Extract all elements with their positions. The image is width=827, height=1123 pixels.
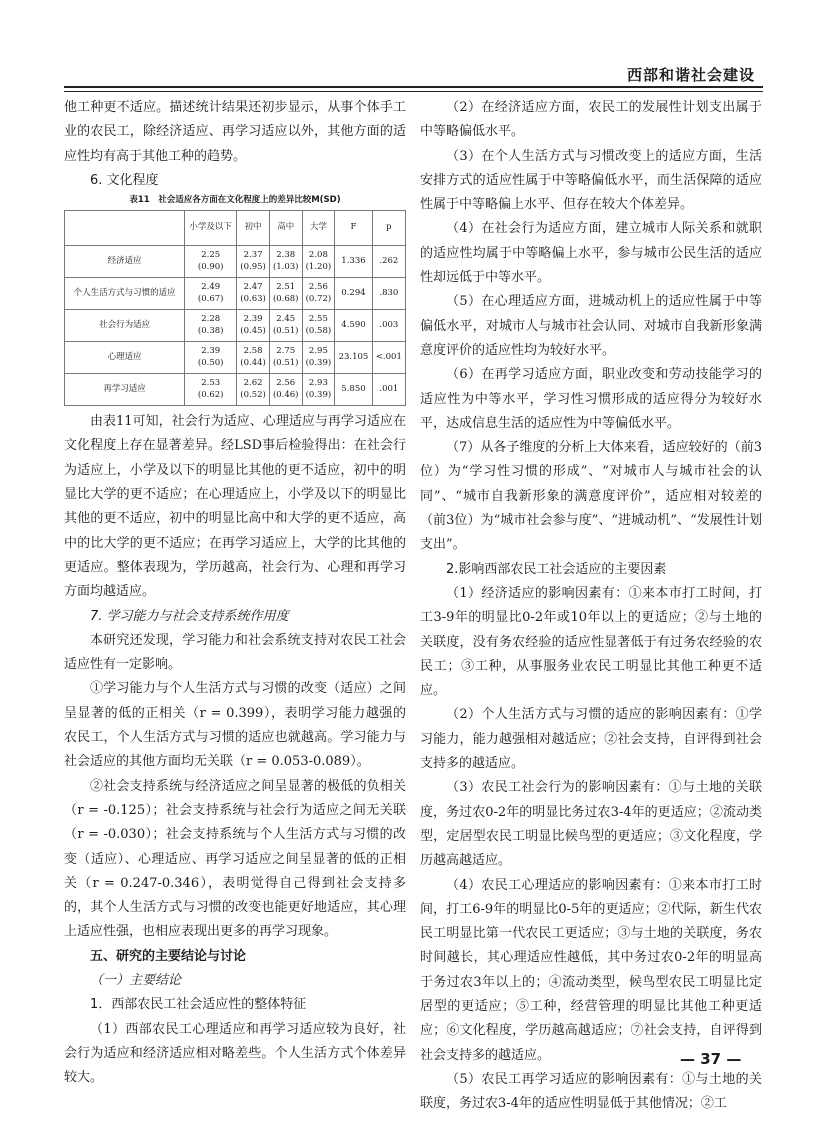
page-number: — 37 — [680, 1050, 742, 1068]
table-cell [185, 246, 237, 278]
cell-value: 2.75 [276, 346, 296, 357]
paragraph: （3）农民工社会行为的影响因素有：①与土地的关联度，务过农0-2年的明显比务过农3-4年的更适应；②流动类型，定居型农民工明显比候鸟型的更适应；③文化程度，学历越高越适应。 [420, 780, 762, 869]
table-row [65, 278, 406, 310]
paragraph: 本研究还发现，学习能力和社会系统支持对农民工社会适应性有一定影响。 [64, 632, 406, 673]
table-cell [372, 374, 405, 406]
table-cell [269, 374, 302, 406]
cell-value: 2.49 [201, 282, 221, 293]
table-cell [372, 310, 405, 342]
table-header-cell: 小学及以下 [185, 211, 237, 246]
paragraph: 他工种更不适应。描述统计结果还初步显示，从事个体手工业的农民工，除经济适应、再学习适应以外，其他方面的适应性均有高于其他工种的趋势。 [64, 100, 406, 164]
paragraph: （4）农民工心理适应的影响因素有：①来本市打工时间，打工6-9年的明显比0-5年的更适应；②代际，新生代农民工明显比第一代农民工更适应；③与土地的关联度，务农时间越长，其心理适应性越低，其中务过农0-2年的明显高于务过农3年以上的；④流动类型，候鸟型农民工明显比定居型的更适应；⑤工种，经营管理的明显比其他工种更适应；⑥文化程度，学历越高越适应；⑦社会支持，自评得到社会支持多的越适应。 [420, 877, 762, 1063]
table-header-cell: F [335, 211, 372, 246]
cell-value: (0.39) [305, 389, 332, 400]
table-cell [65, 310, 185, 342]
cell-value: 2.58 [243, 346, 263, 357]
cell-value: .830 [379, 287, 399, 298]
cell-value: 5.850 [341, 383, 366, 394]
table-cell [372, 246, 405, 278]
cell-value: 2.62 [243, 378, 263, 389]
cell-value: 0.294 [341, 287, 366, 298]
cell-value: (0.67) [197, 293, 224, 304]
paragraph: （4）在社会行为适应方面，建立城市人际关系和就职的适应性均属于中等略偏上水平，参与城市公民生活的适应性却远低于中等水平。 [420, 221, 762, 286]
table-row [65, 342, 406, 374]
table-cell [269, 278, 302, 310]
section-heading-5: 五、研究的主要结论与讨论 [90, 948, 247, 964]
table-row [65, 246, 406, 278]
table-cell [335, 246, 372, 278]
paragraph: （7）从各子维度的分析上大体来看，适应较好的（前3位）为“学习性习惯的形成”、“对城市人与城市社会的认同”、“城市自我新形象的满意度评价”，适应相对较差的（前3位）为“城市社会参与度”、“进城动机”、“发展性计划支出”。 [420, 440, 762, 553]
cell-value: (0.95) [240, 261, 266, 272]
paragraph: （5）在心理适应方面，进城动机上的适应性属于中等偏低水平，对城市人与城市社会认同、对城市自我新形象满意度评价的适应性均为较好水平。 [420, 294, 762, 358]
cell-value: 个人生活方式与习惯的适应 [73, 287, 176, 298]
cell-value: .001 [379, 383, 399, 394]
table-cell [269, 246, 302, 278]
cell-value: (0.39) [305, 357, 332, 368]
cell-value: 2.37 [243, 250, 263, 261]
section-heading-2: 2.影响西部农民工社会适应的主要因素 [446, 561, 667, 577]
data-table [64, 210, 406, 406]
paragraph: （6）在再学习适应方面，职业改变和劳动技能学习的适应性为中等水平，学习性习惯形成的适应得分为较好水平，达成信息生活的适应性为中等偏低水平。 [420, 367, 762, 431]
cell-value: 心理适应 [107, 351, 142, 362]
cell-value: (0.62) [197, 389, 224, 400]
table-caption: 表11 社会适应各方面在文化程度上的差异比较M(SD) [129, 195, 341, 206]
cell-value: 2.39 [201, 346, 221, 357]
cell-value: 2.55 [308, 314, 328, 325]
right-column [420, 96, 762, 1116]
subsubsection-heading: 1．西部农民工社会适应性的整体特征 [90, 997, 307, 1013]
cell-value: (0.45) [240, 325, 266, 336]
cell-value: (0.46) [272, 389, 299, 400]
journal-section-title: 西部和谐社会建设 [626, 66, 755, 84]
cell-value: .262 [379, 255, 399, 266]
cell-value: 2.47 [243, 282, 263, 293]
table-header-cell: 初中 [237, 211, 270, 246]
table-cell [237, 342, 270, 374]
table-cell [335, 374, 372, 406]
cell-value: 2.56 [308, 282, 328, 293]
cell-value: <.001 [375, 351, 402, 362]
cell-value: (0.63) [240, 293, 266, 304]
paragraph: ①学习能力与个人生活方式与习惯的改变（适应）之间呈显著的低的正相关（r = 0.399），表明学习能力越强的农民工，个人生活方式与习惯的适应也就越高。学习能力与社会适应的其他方面均无关联（r = 0.053-0.089）。 [64, 681, 406, 770]
cell-value: (0.72) [305, 293, 332, 304]
cell-value: (0.51) [272, 357, 299, 368]
cell-value: .003 [379, 319, 399, 330]
table-cell [372, 278, 405, 310]
paragraph: ②社会支持系统与经济适应之间呈显著的极低的负相关（r = -0.125）；社会支持系统与社会行为适应之间无关联（r = -0.030）；社会支持系统与个人生活方式与习惯的改变（适应）、心理适应、再学习适应之间呈显著的低的正相关（r = 0.247-0.346），表明觉得自己得到社会支持多的，其个人生活方式与习惯的改变也能更好地适应，其心理上适应性强，也相应表现出更多的再学习现象。 [64, 778, 406, 940]
table-cell [65, 374, 185, 406]
cell-value: 2.25 [201, 250, 221, 261]
table-cell [269, 310, 302, 342]
paragraph: （2）个人生活方式与习惯的适应的影响因素有：①学习能力，能力越强相对越适应；②社会支持，自评得到社会支持多的越适应。 [420, 707, 762, 772]
table-cell [65, 278, 185, 310]
cell-value: (0.68) [272, 293, 299, 304]
cell-value: 2.56 [276, 378, 296, 389]
table-header-cell [65, 211, 185, 246]
cell-value: (0.51) [272, 325, 299, 336]
paragraph: 由表11可知，社会行为适应、心理适应与再学习适应在文化程度上存在显著差异。经LSD事后检验得出：在社会行为适应上，小学及以下的明显比其他的更不适应，初中的明显比大学的更不适应；在心理适应上，小学及以下的明显比其他的更不适应，初中的明显比高中和大学的更不适应，高中的比大学的更不适应；在再学习适应上，大学的比其他的更适应。整体表现为，学历越高，社会行为、心理和再学习方面均越适应。 [64, 414, 406, 600]
table-cell [65, 246, 185, 278]
table-cell [185, 278, 237, 310]
table-cell [185, 310, 237, 342]
cell-value: 2.38 [276, 250, 296, 261]
table-cell [237, 374, 270, 406]
cell-value: 2.53 [201, 378, 221, 389]
section-heading-7: 7. 学习能力与社会支持系统作用度 [90, 608, 289, 624]
table-cell [185, 342, 237, 374]
cell-value: 2.39 [243, 314, 263, 325]
subsection-heading: （一）主要结论 [90, 973, 182, 989]
cell-value: 再学习适应 [103, 383, 146, 394]
header-rule-thick [64, 86, 763, 88]
paragraph: （1）经济适应的影响因素有：①来本市打工时间，打工3-9年的明显比0-2年或10年以上的更适应；②与土地的关联度，没有务农经验的适应性显著低于有过务农经验的农民工；③工种，从事服务业农民工明显比其他工种更不适应。 [420, 585, 762, 699]
table-cell [302, 246, 335, 278]
running-header [64, 62, 763, 88]
table-cell [372, 342, 405, 374]
cell-value: 4.590 [341, 319, 366, 330]
cell-value: 2.95 [308, 346, 328, 357]
cell-value: (0.44) [240, 357, 266, 368]
cell-value: (1.20) [305, 261, 332, 272]
cell-value: 2.51 [276, 282, 296, 293]
table-header-cell: 高中 [269, 211, 302, 246]
table-header-cell: 大学 [302, 211, 335, 246]
cell-value: 2.08 [308, 250, 328, 261]
table-cell [237, 278, 270, 310]
table-cell [302, 374, 335, 406]
table-cell [65, 342, 185, 374]
cell-value: 2.45 [276, 314, 296, 325]
header-rule-thin [64, 91, 763, 92]
section-heading-6: 6. 文化程度 [90, 172, 159, 188]
table-row [65, 374, 406, 406]
table-cell [335, 310, 372, 342]
table-row [65, 310, 406, 342]
paragraph: （5）农民工再学习适应的影响因素有：①与土地的关联度，务过农3-4年的适应性明显低于其他情况；②工 [420, 1071, 762, 1112]
table-cell [335, 278, 372, 310]
table-header-row [65, 211, 406, 246]
table-cell [185, 374, 237, 406]
cell-value: 1.336 [341, 255, 366, 266]
cell-value: (0.52) [240, 389, 266, 400]
table-header-cell: p [372, 211, 405, 246]
table-cell [302, 342, 335, 374]
table-11 [64, 193, 406, 406]
cell-value: (0.50) [197, 357, 224, 368]
cell-value: (0.90) [197, 261, 224, 272]
table-cell [302, 310, 335, 342]
cell-value: (0.58) [305, 325, 332, 336]
paragraph: （3）在个人生活方式与习惯改变上的适应方面，生活安排方式的适应性属于中等略偏低水平，而生活保障的适应性属于中等略偏上水平、但存在较大个体差异。 [420, 148, 762, 213]
cell-value: 2.28 [201, 314, 221, 325]
cell-value: (1.03) [272, 261, 299, 272]
cell-value: 社会行为适应 [99, 319, 151, 330]
table-cell [269, 342, 302, 374]
cell-value: 2.93 [308, 378, 328, 389]
cell-value: 经济适应 [107, 255, 142, 266]
table-cell [237, 310, 270, 342]
table-cell [302, 278, 335, 310]
table-cell [237, 246, 270, 278]
table-cell [335, 342, 372, 374]
paragraph: （1）西部农民工心理适应和再学习适应较为良好，社会行为适应和经济适应相对略差些。个人生活方式个体差异较大。 [64, 1021, 406, 1086]
cell-value: (0.38) [197, 325, 224, 336]
paragraph: （2）在经济适应方面，农民工的发展性计划支出属于中等略偏低水平。 [420, 100, 762, 140]
cell-value: 23.105 [338, 351, 369, 362]
left-column [64, 96, 406, 1091]
